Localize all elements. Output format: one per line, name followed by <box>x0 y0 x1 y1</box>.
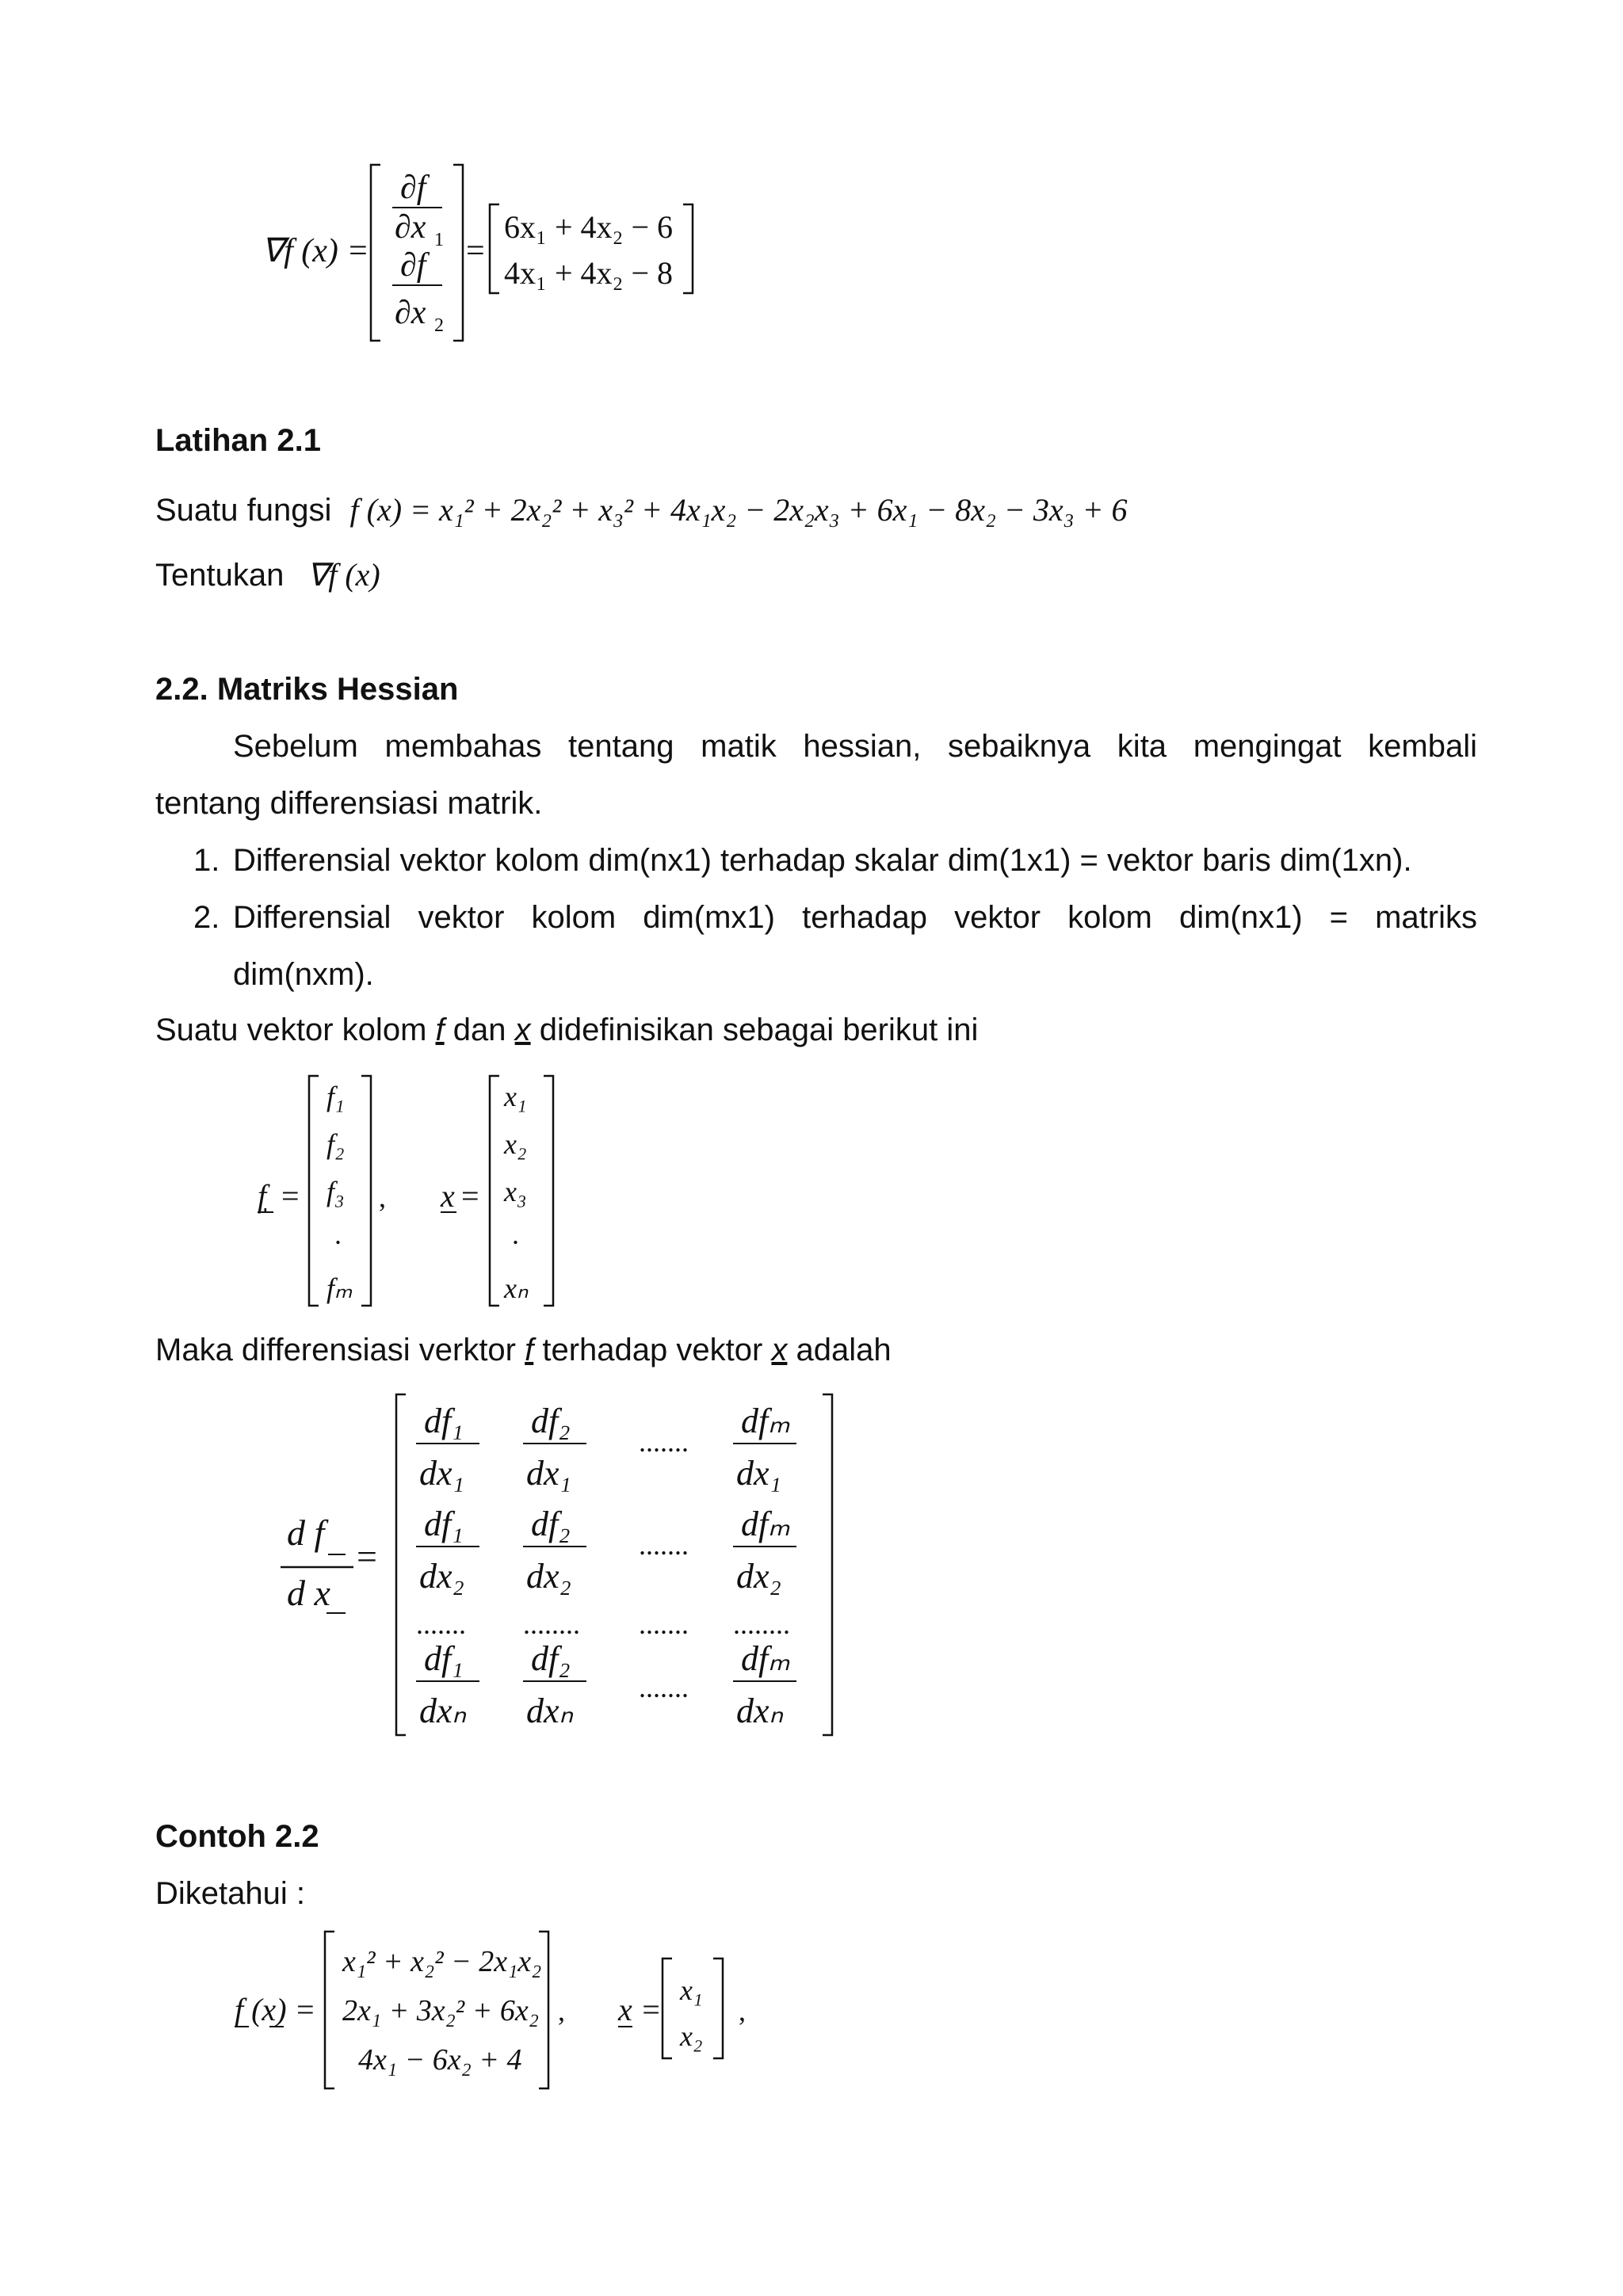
vector-f-equals: = <box>281 1178 300 1214</box>
lhs-numerator: d f <box>287 1512 325 1553</box>
jacobian-cell-denominator: dx₂ <box>736 1557 781 1596</box>
diff-line <box>155 1333 892 1368</box>
contoh-equation <box>235 1927 805 2101</box>
contoh-comma-1: , <box>558 1995 565 2027</box>
jacobian-cell-denominator: dxₙ <box>736 1691 784 1730</box>
latihan-line-2 <box>155 556 380 593</box>
partial-x-2-sub: 2 <box>434 315 444 336</box>
jacobian-cell-denominator: dx₂ <box>419 1557 464 1596</box>
vector-f-entry: f₁ <box>327 1081 345 1112</box>
vector-f-entry: f₂ <box>327 1128 345 1160</box>
jacobian-cell-dots: ....... <box>639 1608 689 1640</box>
jacobian-cell-numerator: df₁ <box>424 1639 464 1678</box>
jacobian-cell-numerator: dfₘ <box>741 1639 790 1678</box>
vector-x-entry: x₃ <box>504 1176 527 1207</box>
diff-mid: terhadap vektor <box>533 1333 772 1367</box>
vector-x-entry: . <box>512 1219 519 1250</box>
contoh-x-row: x₁ <box>680 1974 703 2006</box>
bracket-left <box>371 165 380 341</box>
jacobian-cell-numerator: dfₘ <box>741 1402 790 1440</box>
vector-f-bracket-left <box>309 1076 319 1306</box>
latihan-line-1 <box>155 491 1128 528</box>
jacobian-cell-dots: ........ <box>733 1608 790 1640</box>
contoh-f-lhs: f (x) = <box>235 1992 316 2027</box>
diff-f: f <box>525 1333 534 1367</box>
contoh-x-lhs: x = <box>618 1992 662 2027</box>
lhs-equals: = <box>357 1536 377 1577</box>
gradient-lhs: ∇f (x) = <box>262 233 369 269</box>
partial-x-1: ∂x <box>395 209 426 246</box>
contoh-f-row: 2x₁ + 3x₂² + 6x₂ <box>342 1994 539 2027</box>
diff-x: x <box>771 1333 788 1367</box>
jacobian-cell-numerator: df₂ <box>531 1505 571 1543</box>
latihan-heading: Latihan 2.1 <box>155 423 321 458</box>
latihan-formula: f (x) = x₁² + 2x₂² + x₃² + 4x₁x₂ − 2x₂x₃ + 6x₁ − 8x₂ − 3x₃ + 6 <box>349 492 1128 528</box>
vector-f-entry: . <box>334 1219 342 1250</box>
vectors-f-x <box>246 1068 579 1322</box>
vectors-comma: , <box>379 1181 386 1213</box>
vector-f-entry: fₘ <box>327 1272 353 1304</box>
lhs-denominator: d x <box>287 1573 330 1613</box>
define-line <box>155 1013 978 1048</box>
vector-f-bracket-right <box>361 1076 371 1306</box>
jacobian-cell-numerator: dfₘ <box>741 1505 790 1543</box>
define-x: x <box>514 1013 531 1047</box>
gradient-equals: = <box>466 233 485 269</box>
jacobian-cell-numerator: df₂ <box>531 1639 571 1678</box>
vector-x-bracket-left <box>490 1076 499 1306</box>
vector-x-entry: x₂ <box>504 1128 527 1160</box>
partial-x-1-sub: 1 <box>434 230 444 250</box>
jacobian-cells <box>416 1402 796 1730</box>
jacobian-cell-dots: ....... <box>416 1608 466 1640</box>
define-post: didefinisikan sebagai berikut ini <box>530 1013 979 1047</box>
list-item-2-line-1: Differensial vektor kolom dim(mx1) terhadap vektor kolom dim(nx1) = matriks <box>233 900 1477 935</box>
result-row-1: 6x₁ + 4x₂ − 6 <box>504 209 674 245</box>
vector-f-label: f <box>258 1178 267 1214</box>
vector-x-bracket-right <box>544 1076 553 1306</box>
contoh-f-row: 4x₁ − 6x₂ + 4 <box>358 2043 522 2077</box>
vector-f-entry: f₃ <box>327 1176 345 1207</box>
jacobian-cell-dots: ....... <box>639 1672 689 1703</box>
jacobian-bracket-right <box>823 1394 832 1735</box>
jacobian-cell-numerator: df₂ <box>531 1402 571 1440</box>
diff-pre: Maka differensiasi verktor <box>155 1333 525 1367</box>
jacobian-cell-numerator: df₁ <box>424 1505 464 1543</box>
jacobian-cell-denominator: dxₙ <box>526 1691 574 1730</box>
vector-x-equals: = <box>461 1178 479 1214</box>
diff-post: adalah <box>787 1333 892 1367</box>
list-item-2-number: 2. <box>193 900 220 935</box>
partial-f-1: ∂f <box>400 170 426 206</box>
jacobian-bracket-left <box>396 1394 406 1735</box>
contoh-f-bracket-left <box>325 1932 334 2088</box>
jacobian-cell-numerator: df₁ <box>424 1402 464 1440</box>
result-bracket-left <box>490 204 499 293</box>
list-item-1-text: Differensial vektor kolom dim(nx1) terhadap skalar dim(1x1) = vektor baris dim(1xn). <box>233 843 1412 878</box>
jacobian-cell-dots: ........ <box>523 1608 580 1640</box>
define-f: f <box>435 1013 445 1047</box>
jacobian-cell-denominator: dxₙ <box>419 1691 467 1730</box>
contoh-x-bracket-right <box>713 1958 723 2058</box>
section-heading: 2.2. Matriks Hessian <box>155 672 459 707</box>
jacobian-cell-dots: ....... <box>639 1529 689 1561</box>
jacobian-cell-denominator: dx₁ <box>419 1454 464 1493</box>
contoh-given: Diketahui : <box>155 1876 305 1911</box>
jacobian-cell-dots: ....... <box>639 1426 689 1458</box>
result-row-2: 4x₁ + 4x₂ − 8 <box>504 255 674 291</box>
contoh-comma-2: , <box>739 1995 746 2027</box>
contoh-heading: Contoh 2.2 <box>155 1819 319 1854</box>
partial-x-2: ∂x <box>395 295 426 331</box>
vector-x-label: x <box>441 1178 455 1214</box>
latihan-line-2-text: Tentukan <box>155 558 285 593</box>
jacobian-cell-denominator: dx₁ <box>736 1454 781 1493</box>
list-item-1-number: 1. <box>193 843 220 878</box>
para-1-line-2: tentang differensiasi matrik. <box>155 786 543 821</box>
vector-x-entry: xₙ <box>504 1272 529 1304</box>
jacobian-cell-denominator: dx₁ <box>526 1454 571 1493</box>
vector-x-entry: x₁ <box>504 1081 527 1112</box>
define-pre: Suatu vektor kolom <box>155 1013 436 1047</box>
para-1-line-1: Sebelum membahas tentang matik hessian, sebaiknya kita mengingat kembali <box>233 729 1477 764</box>
contoh-x-row: x₂ <box>680 2020 703 2052</box>
gradient-equation <box>238 158 729 349</box>
result-bracket-right <box>683 204 693 293</box>
partial-f-2: ∂f <box>400 247 426 284</box>
contoh-x-bracket-left <box>663 1958 672 2058</box>
latihan-line-1-text: Suatu fungsi <box>155 493 332 528</box>
latihan-gradient: ∇f (x) <box>307 557 380 593</box>
jacobian-equation <box>269 1386 840 1751</box>
contoh-f-row: x₁² + x₂² − 2x₁x₂ <box>342 1945 542 1978</box>
define-mid: dan <box>444 1013 515 1047</box>
jacobian-cell-denominator: dx₂ <box>526 1557 571 1596</box>
list-item-2-line-2: dim(nxm). <box>233 957 374 992</box>
bracket-right <box>453 165 463 341</box>
